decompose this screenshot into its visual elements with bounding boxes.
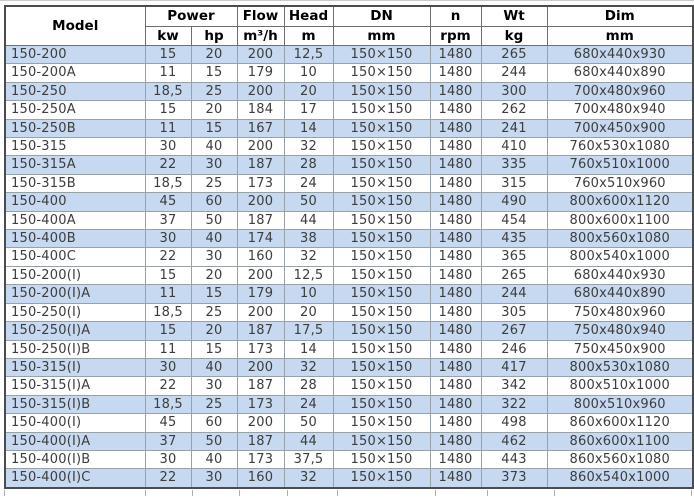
cell-head: 32 (284, 138, 333, 156)
table-row (5, 414, 693, 432)
unit-n: rpm (430, 27, 481, 46)
cell-power-kw: 11 (145, 119, 191, 137)
cell-head: 10 (284, 285, 333, 303)
cell-head: 44 (284, 432, 333, 450)
cell-dn: 150×150 (333, 432, 430, 450)
cell-head: 12,5 (284, 266, 333, 284)
cell-dn: 150×150 (333, 358, 430, 376)
cropped-border-stub (487, 490, 488, 496)
header-row-titles (5, 6, 693, 27)
table-header (5, 6, 693, 46)
cell-power-kw: 22 (145, 469, 191, 488)
cell-rpm: 1480 (430, 156, 481, 174)
cell-power-kw: 37 (145, 432, 191, 450)
cell-weight: 262 (481, 101, 547, 119)
cell-weight: 244 (481, 64, 547, 82)
cell-dn: 150×150 (333, 395, 430, 413)
table-row (5, 193, 693, 211)
cell-model: 150-315A (5, 156, 145, 174)
cell-model: 150-200(I)A (5, 285, 145, 303)
cell-power-hp: 30 (191, 469, 237, 488)
cell-power-kw: 18,5 (145, 174, 191, 192)
cell-dn: 150×150 (333, 82, 430, 100)
table-row (5, 340, 693, 358)
cell-head: 24 (284, 395, 333, 413)
table-row (5, 358, 693, 376)
cell-model: 150-400(I)C (5, 469, 145, 488)
cell-model: 150-400(I)B (5, 450, 145, 468)
cropped-border-stub (691, 490, 692, 496)
cell-power-hp: 40 (191, 358, 237, 376)
cell-dn: 150×150 (333, 248, 430, 266)
cell-dimensions: 760x510x960 (547, 174, 693, 192)
table-row (5, 303, 693, 321)
cell-rpm: 1480 (430, 303, 481, 321)
table-row (5, 395, 693, 413)
cell-weight: 265 (481, 46, 547, 64)
cell-rpm: 1480 (430, 414, 481, 432)
col-header-flow: Flow (237, 6, 284, 27)
cell-weight: 246 (481, 340, 547, 358)
cell-dn: 150×150 (333, 101, 430, 119)
cell-power-kw: 30 (145, 450, 191, 468)
cell-dimensions: 800x530x1080 (547, 358, 693, 376)
cell-model: 150-400B (5, 230, 145, 248)
col-header-model: Model (5, 6, 145, 46)
cell-rpm: 1480 (430, 64, 481, 82)
cropped-border-stub (239, 490, 240, 496)
cell-power-hp: 20 (191, 266, 237, 284)
cell-flow: 187 (237, 377, 284, 395)
cell-weight: 435 (481, 230, 547, 248)
cell-head: 28 (284, 156, 333, 174)
cell-head: 14 (284, 119, 333, 137)
cell-dimensions: 760x530x1080 (547, 138, 693, 156)
cell-head: 32 (284, 469, 333, 488)
cell-power-hp: 20 (191, 322, 237, 340)
cell-flow: 160 (237, 469, 284, 488)
cell-rpm: 1480 (430, 322, 481, 340)
table-row (5, 119, 693, 137)
cell-flow: 187 (237, 432, 284, 450)
cell-head: 20 (284, 82, 333, 100)
cell-flow: 174 (237, 230, 284, 248)
unit-flow: m³/h (237, 27, 284, 46)
cell-power-hp: 30 (191, 377, 237, 395)
cell-power-kw: 11 (145, 285, 191, 303)
cell-model: 150-200(I) (5, 266, 145, 284)
cell-weight: 443 (481, 450, 547, 468)
cell-model: 150-400C (5, 248, 145, 266)
cell-power-hp: 20 (191, 101, 237, 119)
table-row (5, 174, 693, 192)
cell-dn: 150×150 (333, 322, 430, 340)
unit-hp: hp (191, 27, 237, 46)
cell-head: 32 (284, 248, 333, 266)
cell-rpm: 1480 (430, 469, 481, 488)
cell-head: 50 (284, 414, 333, 432)
cell-dimensions: 750x480x940 (547, 322, 693, 340)
col-header-power: Power (145, 6, 237, 27)
cell-dn: 150×150 (333, 285, 430, 303)
cell-rpm: 1480 (430, 211, 481, 229)
cropped-border-stub (145, 490, 146, 496)
cell-head: 44 (284, 211, 333, 229)
cell-weight: 410 (481, 138, 547, 156)
cell-head: 32 (284, 358, 333, 376)
cell-model: 150-315(I)A (5, 377, 145, 395)
cell-flow: 173 (237, 395, 284, 413)
cell-dn: 150×150 (333, 340, 430, 358)
cell-power-kw: 30 (145, 230, 191, 248)
cell-model: 150-315(I) (5, 358, 145, 376)
table-row (5, 432, 693, 450)
cell-dn: 150×150 (333, 230, 430, 248)
cell-power-hp: 25 (191, 174, 237, 192)
cell-power-kw: 30 (145, 138, 191, 156)
cell-dimensions: 700x450x900 (547, 119, 693, 137)
cell-weight: 417 (481, 358, 547, 376)
cell-dimensions: 800x600x1120 (547, 193, 693, 211)
cell-power-hp: 20 (191, 46, 237, 64)
cell-power-hp: 50 (191, 211, 237, 229)
cell-model: 150-250(I)B (5, 340, 145, 358)
cell-dn: 150×150 (333, 46, 430, 64)
table-row (5, 322, 693, 340)
cell-power-kw: 15 (145, 101, 191, 119)
cell-rpm: 1480 (430, 266, 481, 284)
col-header-n: n (430, 6, 481, 27)
table-row (5, 138, 693, 156)
cell-rpm: 1480 (430, 46, 481, 64)
cell-power-hp: 25 (191, 82, 237, 100)
cell-flow: 173 (237, 450, 284, 468)
cell-power-hp: 25 (191, 303, 237, 321)
cell-model: 150-400A (5, 211, 145, 229)
cell-flow: 200 (237, 358, 284, 376)
cell-flow: 173 (237, 174, 284, 192)
cell-weight: 462 (481, 432, 547, 450)
cell-weight: 322 (481, 395, 547, 413)
cell-flow: 184 (237, 101, 284, 119)
cell-dn: 150×150 (333, 266, 430, 284)
cell-power-hp: 15 (191, 285, 237, 303)
cell-power-hp: 40 (191, 450, 237, 468)
unit-dn: mm (333, 27, 430, 46)
col-header-head: Head (284, 6, 333, 27)
cell-dimensions: 800x560x1080 (547, 230, 693, 248)
cell-power-hp: 30 (191, 156, 237, 174)
table-row (5, 450, 693, 468)
pump-spec-table (4, 5, 694, 489)
cell-flow: 200 (237, 193, 284, 211)
cell-head: 24 (284, 174, 333, 192)
cell-model: 150-250(I)A (5, 322, 145, 340)
table-row (5, 469, 693, 488)
cell-head: 12,5 (284, 46, 333, 64)
cell-power-kw: 45 (145, 193, 191, 211)
cell-rpm: 1480 (430, 358, 481, 376)
cell-power-kw: 22 (145, 377, 191, 395)
cell-model: 150-400 (5, 193, 145, 211)
cell-weight: 267 (481, 322, 547, 340)
cell-head: 14 (284, 340, 333, 358)
cell-dn: 150×150 (333, 211, 430, 229)
cell-dimensions: 700x480x940 (547, 101, 693, 119)
table-row (5, 156, 693, 174)
cell-weight: 315 (481, 174, 547, 192)
cell-model: 150-200 (5, 46, 145, 64)
cell-flow: 160 (237, 248, 284, 266)
cell-flow: 200 (237, 414, 284, 432)
cell-dimensions: 680x440x890 (547, 285, 693, 303)
cell-power-kw: 22 (145, 156, 191, 174)
cell-power-hp: 25 (191, 395, 237, 413)
cell-flow: 200 (237, 138, 284, 156)
cell-weight: 241 (481, 119, 547, 137)
cell-rpm: 1480 (430, 377, 481, 395)
cropped-border-stub (287, 490, 288, 496)
cell-weight: 305 (481, 303, 547, 321)
table-body (5, 46, 693, 488)
cell-model: 150-315(I)B (5, 395, 145, 413)
cell-dimensions: 860x560x1080 (547, 450, 693, 468)
cell-rpm: 1480 (430, 193, 481, 211)
cell-power-kw: 18,5 (145, 82, 191, 100)
cell-flow: 187 (237, 211, 284, 229)
cropped-row-above-line (0, 0, 694, 1)
cell-rpm: 1480 (430, 450, 481, 468)
table-row (5, 211, 693, 229)
cell-dn: 150×150 (333, 193, 430, 211)
cropped-border-stub (192, 490, 193, 496)
cell-power-kw: 15 (145, 46, 191, 64)
cell-dimensions: 800x510x960 (547, 395, 693, 413)
cell-dn: 150×150 (333, 138, 430, 156)
cell-dimensions: 750x480x960 (547, 303, 693, 321)
cell-power-hp: 15 (191, 340, 237, 358)
cell-dimensions: 680x440x890 (547, 64, 693, 82)
cell-power-hp: 30 (191, 248, 237, 266)
cell-model: 150-250(I) (5, 303, 145, 321)
cell-head: 20 (284, 303, 333, 321)
cell-dimensions: 800x600x1100 (547, 211, 693, 229)
cell-dimensions: 680x440x930 (547, 266, 693, 284)
cell-power-kw: 37 (145, 211, 191, 229)
cell-flow: 179 (237, 285, 284, 303)
cell-rpm: 1480 (430, 395, 481, 413)
cell-weight: 365 (481, 248, 547, 266)
cell-head: 37,5 (284, 450, 333, 468)
cell-rpm: 1480 (430, 248, 481, 266)
cell-weight: 265 (481, 266, 547, 284)
cell-weight: 373 (481, 469, 547, 488)
cell-flow: 200 (237, 46, 284, 64)
cell-dimensions: 860x540x1000 (547, 469, 693, 488)
cell-dn: 150×150 (333, 119, 430, 137)
col-header-dim: Dim (547, 6, 693, 27)
cell-power-hp: 50 (191, 432, 237, 450)
cell-head: 50 (284, 193, 333, 211)
cell-head: 28 (284, 377, 333, 395)
cell-model: 150-250A (5, 101, 145, 119)
cell-flow: 200 (237, 82, 284, 100)
cell-power-kw: 15 (145, 266, 191, 284)
cell-power-hp: 60 (191, 414, 237, 432)
cell-power-hp: 15 (191, 119, 237, 137)
cell-weight: 300 (481, 82, 547, 100)
cell-flow: 187 (237, 322, 284, 340)
cell-model: 150-250 (5, 82, 145, 100)
cell-model: 150-250B (5, 119, 145, 137)
cell-model: 150-400(I)A (5, 432, 145, 450)
unit-wt: kg (481, 27, 547, 46)
cell-flow: 200 (237, 303, 284, 321)
cell-dn: 150×150 (333, 450, 430, 468)
cell-dimensions: 750x450x900 (547, 340, 693, 358)
cell-power-kw: 18,5 (145, 303, 191, 321)
cropped-border-stub (4, 490, 5, 496)
cell-dn: 150×150 (333, 64, 430, 82)
table-row (5, 230, 693, 248)
table-row (5, 82, 693, 100)
cell-dimensions: 700x480x960 (547, 82, 693, 100)
cell-dimensions: 860x600x1100 (547, 432, 693, 450)
table-row (5, 101, 693, 119)
cell-rpm: 1480 (430, 285, 481, 303)
cell-head: 17,5 (284, 322, 333, 340)
cell-model: 150-315 (5, 138, 145, 156)
cell-weight: 498 (481, 414, 547, 432)
unit-dim: mm (547, 27, 693, 46)
cell-rpm: 1480 (430, 119, 481, 137)
col-header-wt: Wt (481, 6, 547, 27)
cell-flow: 173 (237, 340, 284, 358)
table-row (5, 377, 693, 395)
cell-dimensions: 860x600x1120 (547, 414, 693, 432)
cell-model: 150-200A (5, 64, 145, 82)
cell-rpm: 1480 (430, 82, 481, 100)
cell-power-hp: 60 (191, 193, 237, 211)
cell-dn: 150×150 (333, 469, 430, 488)
cell-power-hp: 15 (191, 64, 237, 82)
cell-rpm: 1480 (430, 101, 481, 119)
cell-dn: 150×150 (333, 414, 430, 432)
cell-dimensions: 760x510x1000 (547, 156, 693, 174)
cell-dimensions: 800x540x1000 (547, 248, 693, 266)
cell-head: 38 (284, 230, 333, 248)
cropped-border-stub (435, 490, 436, 496)
cell-power-kw: 11 (145, 64, 191, 82)
col-header-dn: DN (333, 6, 430, 27)
cell-weight: 342 (481, 377, 547, 395)
cell-power-hp: 40 (191, 230, 237, 248)
cell-model: 150-400(I) (5, 414, 145, 432)
table-row (5, 248, 693, 266)
cell-model: 150-315B (5, 174, 145, 192)
cell-dn: 150×150 (333, 156, 430, 174)
cell-weight: 454 (481, 211, 547, 229)
cell-head: 10 (284, 64, 333, 82)
cell-power-kw: 45 (145, 414, 191, 432)
cell-rpm: 1480 (430, 174, 481, 192)
cell-dn: 150×150 (333, 377, 430, 395)
table-row (5, 266, 693, 284)
cell-dn: 150×150 (333, 303, 430, 321)
cell-power-kw: 15 (145, 322, 191, 340)
cell-dn: 150×150 (333, 174, 430, 192)
unit-head: m (284, 27, 333, 46)
cell-power-kw: 30 (145, 358, 191, 376)
cell-flow: 187 (237, 156, 284, 174)
cell-weight: 244 (481, 285, 547, 303)
cell-power-kw: 22 (145, 248, 191, 266)
table-row (5, 46, 693, 64)
cell-rpm: 1480 (430, 230, 481, 248)
cropped-border-stub (337, 490, 338, 496)
cell-weight: 490 (481, 193, 547, 211)
cell-flow: 179 (237, 64, 284, 82)
cell-rpm: 1480 (430, 138, 481, 156)
cell-flow: 200 (237, 266, 284, 284)
cell-dimensions: 800x510x1000 (547, 377, 693, 395)
table-row (5, 285, 693, 303)
cell-head: 17 (284, 101, 333, 119)
cell-power-hp: 40 (191, 138, 237, 156)
cell-power-kw: 18,5 (145, 395, 191, 413)
unit-kw: kw (145, 27, 191, 46)
cell-rpm: 1480 (430, 432, 481, 450)
cell-flow: 167 (237, 119, 284, 137)
cropped-border-stub (554, 490, 555, 496)
cell-weight: 335 (481, 156, 547, 174)
cell-power-kw: 11 (145, 340, 191, 358)
cell-dimensions: 680x440x930 (547, 46, 693, 64)
cropped-row-below (4, 490, 692, 497)
cell-rpm: 1480 (430, 340, 481, 358)
table-row (5, 64, 693, 82)
